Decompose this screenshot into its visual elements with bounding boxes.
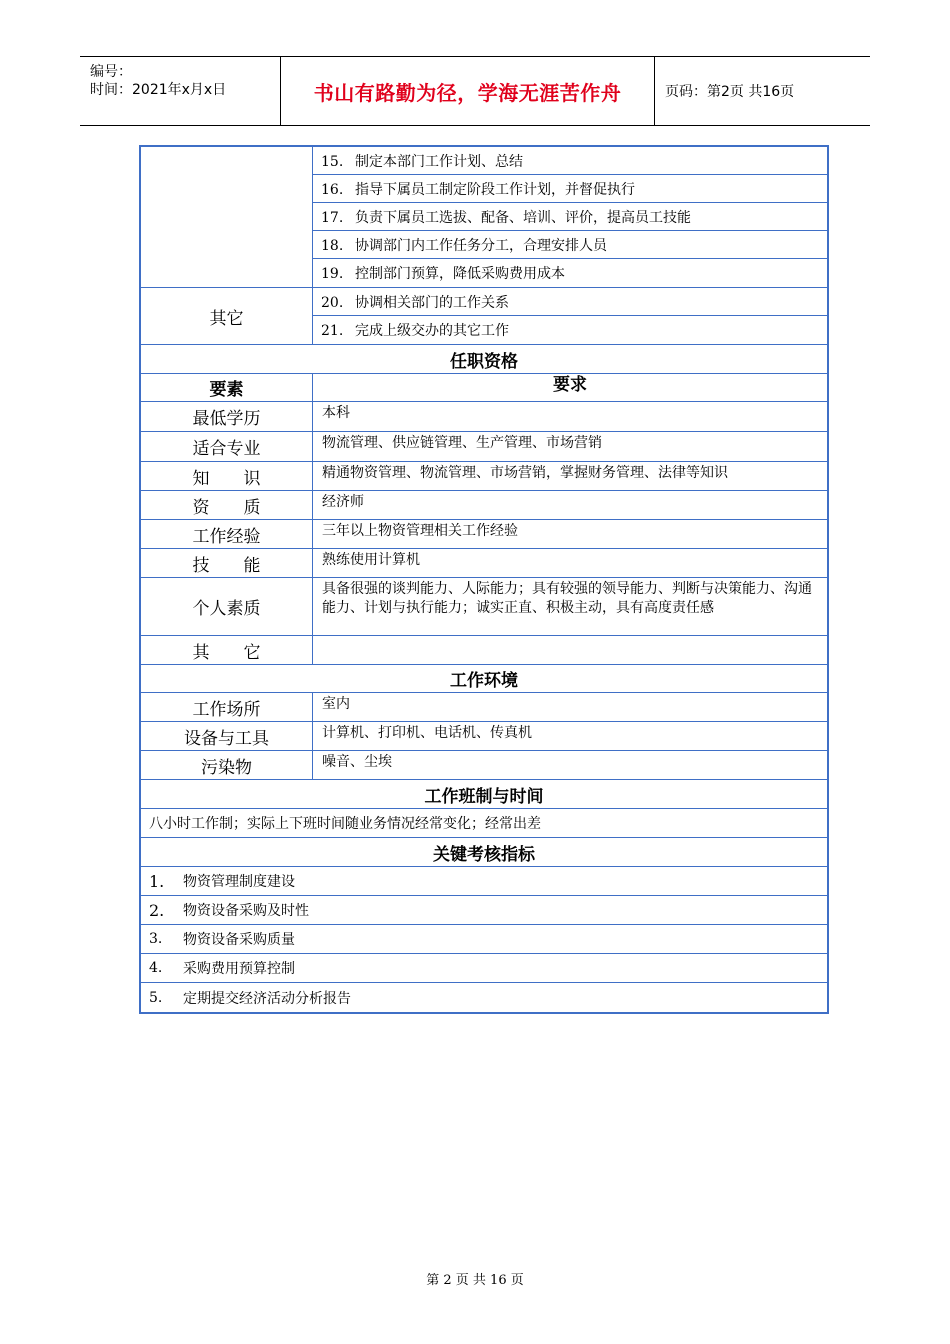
duties-label-cell	[141, 147, 313, 287]
kpi-number: 5.	[149, 989, 163, 1006]
section-header-environment	[141, 665, 827, 693]
section-header-kpi	[141, 838, 827, 867]
environment-value: 计算机、打印机、电话机、传真机	[322, 725, 532, 741]
qualification-value	[313, 636, 827, 664]
duty-item: 17. 负责下属员工选拔、配备、培训、评价，提高员工技能	[313, 203, 827, 231]
kpi-item	[141, 983, 827, 1012]
header-page-cell	[655, 57, 870, 125]
kpi-number: 1.	[149, 871, 165, 891]
duties-list	[313, 147, 827, 287]
section-header-qualifications	[141, 345, 827, 374]
duty-item: 15. 制定本部门工作计划、总结	[313, 147, 827, 175]
qualification-row	[141, 432, 827, 462]
kpi-text: 物资管理制度建设	[183, 874, 295, 890]
qualification-label: 最低学历	[141, 402, 313, 431]
kpi-item	[141, 867, 827, 896]
qualification-label: 资 质	[141, 491, 313, 519]
kpi-item	[141, 954, 827, 983]
duty-item: 19. 控制部门预算，降低采购费用成本	[321, 266, 565, 282]
section-title: 工作环境	[450, 671, 518, 691]
job-description-table	[139, 145, 829, 1014]
section-title: 任职资格	[450, 351, 518, 372]
qualification-row	[141, 636, 827, 665]
page-footer: 第 2 页 共 16 页	[426, 1273, 524, 1288]
header-motto-cell	[281, 57, 655, 125]
qualification-row	[141, 520, 827, 549]
duty-item: 21. 完成上级交办的其它工作	[321, 323, 509, 339]
qualification-label: 个人素质	[141, 578, 313, 635]
qualification-value: 熟练使用计算机	[322, 552, 420, 568]
section-header-schedule	[141, 780, 827, 809]
kpi-item	[141, 925, 827, 954]
qualification-row	[141, 491, 827, 520]
header-meta-cell	[80, 57, 281, 125]
page-info: 页码：第2页 共16页	[665, 84, 795, 100]
qualification-value: 物流管理、供应链管理、生产管理、市场营销	[322, 435, 602, 451]
time-label: 时间：2021年x月x日	[90, 82, 227, 98]
qualifications-column-header	[141, 374, 827, 402]
col-requirement: 要求	[553, 375, 587, 395]
section-title: 关键考核指标	[433, 844, 535, 865]
qualification-label: 工作经验	[141, 520, 313, 548]
other-duties-block	[141, 288, 827, 345]
qualification-row	[141, 549, 827, 578]
kpi-number: 3.	[149, 931, 163, 947]
schedule-row	[141, 809, 827, 838]
qualification-value: 精通物资管理、物流管理、市场营销，掌握财务管理、法律等知识	[322, 465, 728, 481]
environment-row	[141, 722, 827, 751]
qualification-row	[141, 462, 827, 491]
environment-value: 噪音、尘埃	[322, 754, 392, 770]
qualification-label: 知 识	[141, 462, 313, 490]
duty-item: 18. 协调部门内工作任务分工，合理安排人员	[313, 231, 827, 259]
qualification-row	[141, 578, 827, 636]
qualification-row	[141, 402, 827, 432]
page-header	[80, 56, 870, 126]
environment-value: 室内	[322, 696, 350, 712]
environment-label: 设备与工具	[141, 722, 313, 750]
environment-label: 工作场所	[141, 693, 313, 721]
kpi-item	[141, 896, 827, 925]
schedule-text: 八小时工作制；实际上下班时间随业务情况经常变化；经常出差	[149, 816, 541, 832]
duty-item: 16. 指导下属员工制定阶段工作计划，并督促执行	[313, 175, 827, 203]
qualification-value: 三年以上物资管理相关工作经验	[322, 523, 518, 539]
kpi-number: 4.	[149, 960, 163, 976]
qualification-value: 本科	[322, 405, 350, 421]
kpi-text: 物资设备采购及时性	[183, 903, 309, 919]
serial-label: 编号：	[90, 64, 132, 80]
motto: 书山有路勤为径，学海无涯苦作舟	[313, 80, 622, 105]
duty-item: 20. 协调相关部门的工作关系	[313, 288, 827, 316]
qualification-label: 技 能	[141, 549, 313, 577]
qualification-label: 其 它	[141, 636, 313, 664]
environment-label: 污染物	[141, 751, 313, 779]
environment-row	[141, 693, 827, 722]
qualification-value: 经济师	[322, 494, 364, 510]
qualification-label: 适合专业	[141, 432, 313, 461]
duties-block	[141, 147, 827, 288]
section-title: 工作班制与时间	[424, 786, 544, 807]
kpi-text: 定期提交经济活动分析报告	[183, 990, 351, 1007]
environment-row	[141, 751, 827, 780]
col-factor: 要素	[141, 374, 313, 401]
kpi-text: 采购费用预算控制	[183, 961, 295, 977]
kpi-text: 物资设备采购质量	[183, 932, 295, 948]
kpi-number: 2.	[149, 900, 165, 920]
qualification-value: 具备很强的谈判能力、人际能力；具有较强的领导能力、判断与决策能力、沟通能力、计划与执行能力；诚实正直、积极主动，具有高度责任感	[322, 581, 812, 616]
other-duties-list	[313, 288, 827, 344]
other-label: 其它	[141, 288, 313, 344]
